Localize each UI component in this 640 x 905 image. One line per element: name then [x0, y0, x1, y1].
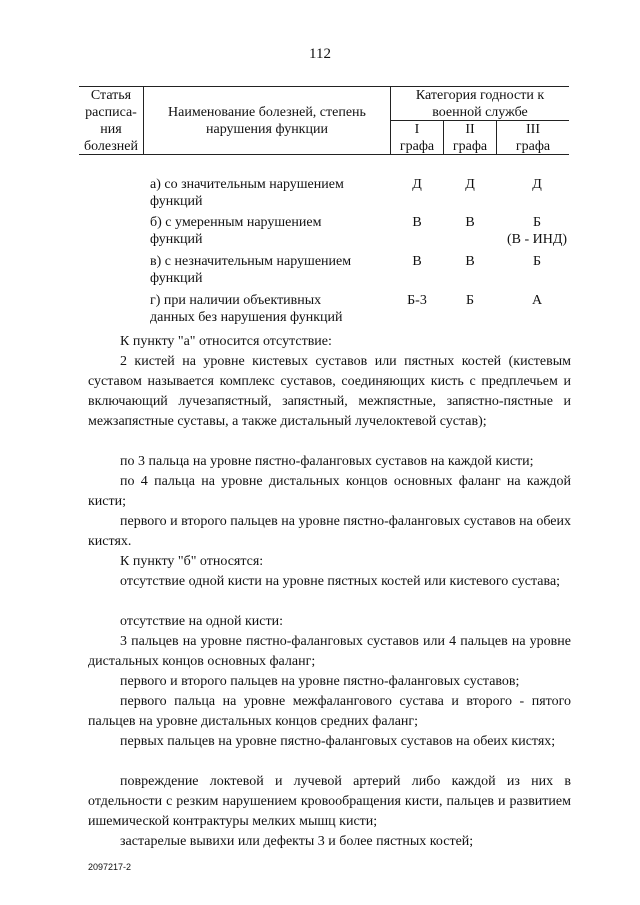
paragraph: первого и второго пальцев на уровне пястно-фаланговых суставов на обеих кистях. [88, 514, 571, 549]
header-grafa-1: I графа [399, 122, 435, 154]
header-grafa-3: III графа [515, 122, 551, 154]
paragraph: повреждение локтевой и лучевой артерий либо каждой из них в отдельности с резким нарушением кровообращения кисти, пальцев и развитием ишемической контрактуры мелких мышц кисти; [88, 774, 571, 829]
paragraph: 2 кистей на уровне кистевых суставов или пястных костей (кистевым суставом называется комплекс суставов, соединяющих кисть с предплечьем и включающий лучезапястный, запястный, межпястные, запястно-пястные и межзапястные суставы, а также дистальный лучелоктевой сустав); [88, 354, 571, 429]
paragraph: первого пальца на уровне межфалангового сустава и второго - пятого пальцев на уровне дистальных концов средних фаланг; [88, 694, 571, 729]
row-a-grafa-3: Д [532, 177, 542, 192]
row-a-grafa-1: Д [412, 177, 422, 192]
header-category: Категория годности к военной службе [415, 88, 545, 120]
paragraph: первого и второго пальцев на уровне пястно-фаланговых суставов; [120, 674, 520, 689]
paragraph: 3 пальцев на уровне пястно-фаланговых суставов или 4 пальцев на уровне дистальных концов основных фаланг; [88, 634, 571, 669]
row-d-grafa-2: Б [465, 293, 475, 308]
paragraph: по 3 пальца на уровне пястно-фаланговых суставов на каждой кисти; [120, 454, 534, 469]
table-row-b-text: б) с умеренным нарушением функций [150, 215, 322, 247]
paragraph: первых пальцев на уровне пястно-фаланговых суставов на обеих кистях; [120, 734, 556, 749]
paragraph: по 4 пальца на уровне дистальных концов основных фаланг на каждой кисти; [88, 474, 571, 509]
row-c-grafa-3: Б [532, 254, 542, 269]
paragraph: отсутствие на одной кисти: [120, 614, 283, 629]
row-b-grafa-3: Б (В - ИНД) [506, 215, 568, 247]
row-c-grafa-1: В [412, 254, 422, 269]
header-disease-name: Наименование болезней, степень нарушения функции [168, 105, 366, 137]
paragraph: застарелые вывихи или дефекты 3 и более пястных костей; [120, 834, 474, 849]
paragraph: отсутствие одной кисти на уровне пястных костей или кистевого сустава; [120, 574, 561, 589]
paragraph: К пункту "а" относится отсутствие: [120, 334, 332, 349]
row-b-grafa-1: В [412, 215, 422, 230]
header-grafa-2: II графа [452, 122, 488, 154]
table-row-d-text: г) при наличии объективных данных без нарушения функций [150, 293, 343, 325]
row-c-grafa-2: В [465, 254, 475, 269]
header-article: Статья расписа- ния болезней [83, 88, 139, 154]
row-d-grafa-3: А [531, 293, 543, 308]
table-row-a-text: а) со значительным нарушением функций [150, 177, 344, 209]
row-d-grafa-1: Б-3 [407, 293, 427, 308]
table-row-c-text: в) с незначительным нарушением функций [150, 254, 352, 286]
row-b-grafa-2: В [465, 215, 475, 230]
row-a-grafa-2: Д [465, 177, 475, 192]
paragraph: К пункту "б" относятся: [120, 554, 264, 569]
page-number: 112 [309, 46, 331, 62]
document-code: 2097217-2 [88, 862, 132, 872]
